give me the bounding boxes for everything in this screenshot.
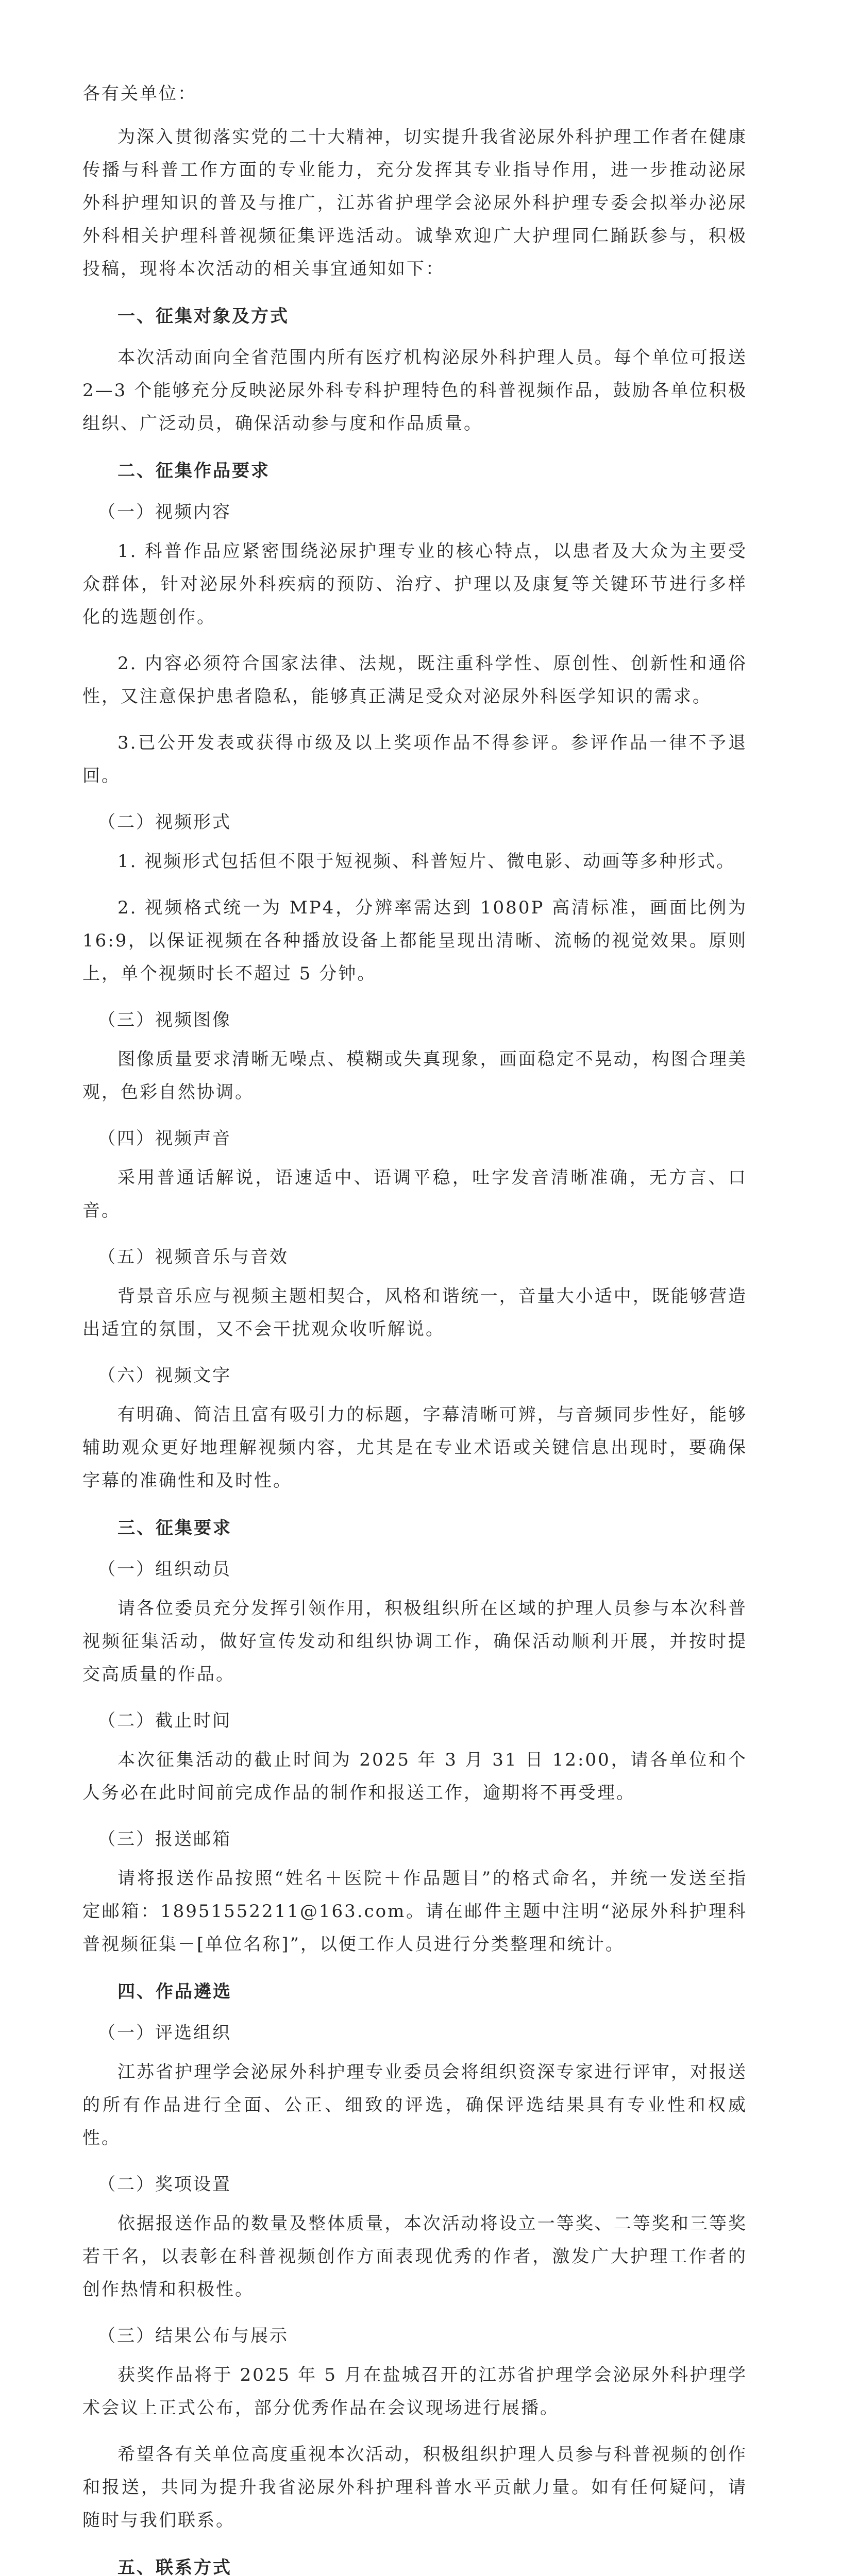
section-2-sub-6-paragraph: 有明确、简洁且富有吸引力的标题，字幕清晰可辨，与音频同步性好，能够辅助观众更好地理解视频内容，尤其是在专业术语或关键信息出现时，要确保字幕的准确性和及时性。 <box>82 1404 747 1491</box>
section-2-sub-2-item-1: 1. 视频形式包括但不限于短视频、科普短片、微电影、动画等多种形式。 <box>117 851 736 872</box>
section-4-sub-2-paragraph: 依据报送作品的数量及整体质量，本次活动将设立一等奖、二等奖和三等奖若干名，以表彰在科普视频创作方面表现优秀的作者，激发广大护理工作者的创作热情和积极性。 <box>82 2213 747 2300</box>
section-2-sub-1-item-1: 1. 科普作品应紧密围绕泌尿护理专业的核心特点，以患者及大众为主要受众群体，针对泌尿外科疾病的预防、治疗、护理以及康复等关键环节进行多样化的选题创作。 <box>82 541 747 628</box>
section-3-sub-3: （三）报送邮箱 <box>98 1829 231 1850</box>
section-3-sub-3-paragraph: 请将报送作品按照“姓名＋医院＋作品题目”的格式命名，并统一发送至指定邮箱：18951552211@163.com。请在邮件主题中注明“泌尿外科护理科普视频征集－[单位名称]”，以便工作人员进行分类整理和统计。 <box>82 1868 747 1955</box>
section-2-sub-2-item-2: 2. 视频格式统一为 MP4，分辨率需达到 1080P 高清标准，画面比例为 16:9，以保证视频在各种播放设备上都能呈现出清晰、流畅的视觉效果。原则上，单个视频时长不超过 5 分钟。 <box>82 897 747 984</box>
section-2-sub-5: （五）视频音乐与音效 <box>98 1247 289 1267</box>
section-2-sub-3: （三）视频图像 <box>98 1010 231 1030</box>
section-4-sub-3-paragraph: 获奖作品将于 2025 年 5 月在盐城召开的江苏省护理学会泌尿外科护理学术会议上正式公布，部分优秀作品在会议现场进行展播。 <box>82 2365 747 2418</box>
section-2-sub-6: （六）视频文字 <box>98 1365 231 1386</box>
section-4-sub-1-paragraph: 江苏省护理学会泌尿外科护理专业委员会将组织资深专家进行评审，对报送的所有作品进行全面、公正、细致的评选，确保评选结果具有专业性和权威性。 <box>82 2062 747 2148</box>
salutation: 各有关单位： <box>82 83 197 104</box>
section-5-title: 五、联系方式 <box>117 2557 232 2576</box>
section-2-sub-1: （一）视频内容 <box>98 502 231 522</box>
section-3-title: 三、征集要求 <box>117 1518 232 1538</box>
section-2-title: 二、征集作品要求 <box>117 461 270 481</box>
section-2-sub-3-paragraph: 图像质量要求清晰无噪点、模糊或失真现象，画面稳定不晃动，构图合理美观，色彩自然协调。 <box>82 1049 747 1103</box>
closing-paragraph: 希望各有关单位高度重视本次活动，积极组织护理人员参与科普视频的创作和报送，共同为提升我省泌尿外科护理科普水平贡献力量。如有任何疑问，请随时与我们联系。 <box>82 2444 747 2531</box>
section-4-sub-2: （二）奖项设置 <box>98 2174 231 2195</box>
section-3-sub-2-paragraph: 本次征集活动的截止时间为 2025 年 3 月 31 日 12:00，请各单位和个人务必在此时间前完成作品的制作和报送工作，逾期将不再受理。 <box>82 1750 747 1803</box>
section-1-paragraph: 本次活动面向全省范围内所有医疗机构泌尿外科护理人员。每个单位可报送 2—3 个能够充分反映泌尿外科专科护理特色的科普视频作品，鼓励各单位积极组织、广泛动员，确保活动参与度和作品质量。 <box>82 347 747 434</box>
section-2-sub-4-paragraph: 采用普通话解说，语速适中、语调平稳，吐字发音清晰准确，无方言、口音。 <box>82 1167 747 1221</box>
section-2-sub-1-item-2: 2. 内容必须符合国家法律、法规，既注重科学性、原创性、创新性和通俗性，又注意保护患者隐私，能够真正满足受众对泌尿外科医学知识的需求。 <box>82 653 747 707</box>
section-3-sub-1: （一）组织动员 <box>98 1559 231 1580</box>
section-4-sub-3: （三）结果公布与展示 <box>98 2326 289 2346</box>
section-2-sub-1-item-3: 3.已公开发表或获得市级及以上奖项作品不得参评。参评作品一律不予退回。 <box>82 733 747 786</box>
section-4-sub-1: （一）评选组织 <box>98 2023 231 2043</box>
section-2-sub-5-paragraph: 背景音乐应与视频主题相契合，风格和谐统一，音量大小适中，既能够营造出适宜的氛围，又不会干扰观众收听解说。 <box>82 1286 747 1340</box>
section-4-title: 四、作品遴选 <box>117 1981 232 2002</box>
section-2-sub-4: （四）视频声音 <box>98 1128 231 1149</box>
section-3-sub-1-paragraph: 请各位委员充分发挥引领作用，积极组织所在区域的护理人员参与本次科普视频征集活动，做好宣传发动和组织协调工作，确保活动顺利开展，并按时提交高质量的作品。 <box>82 1598 747 1685</box>
section-3-sub-2: （二）截止时间 <box>98 1710 231 1731</box>
section-2-sub-2: （二）视频形式 <box>98 812 231 833</box>
intro-paragraph: 为深入贯彻落实党的二十大精神，切实提升我省泌尿外科护理工作者在健康传播与科普工作方面的专业能力，充分发挥其专业指导作用，进一步推动泌尿外科护理知识的普及与推广，江苏省护理学会泌尿外科护理专委会拟举办泌尿外科相关护理科普视频征集评选活动。诚挚欢迎广大护理同仁踊跃参与，积极投稿，现将本次活动的相关事宜通知如下： <box>82 127 747 279</box>
section-1-title: 一、征集对象及方式 <box>117 306 289 327</box>
notice-document <box>82 77 747 2576</box>
